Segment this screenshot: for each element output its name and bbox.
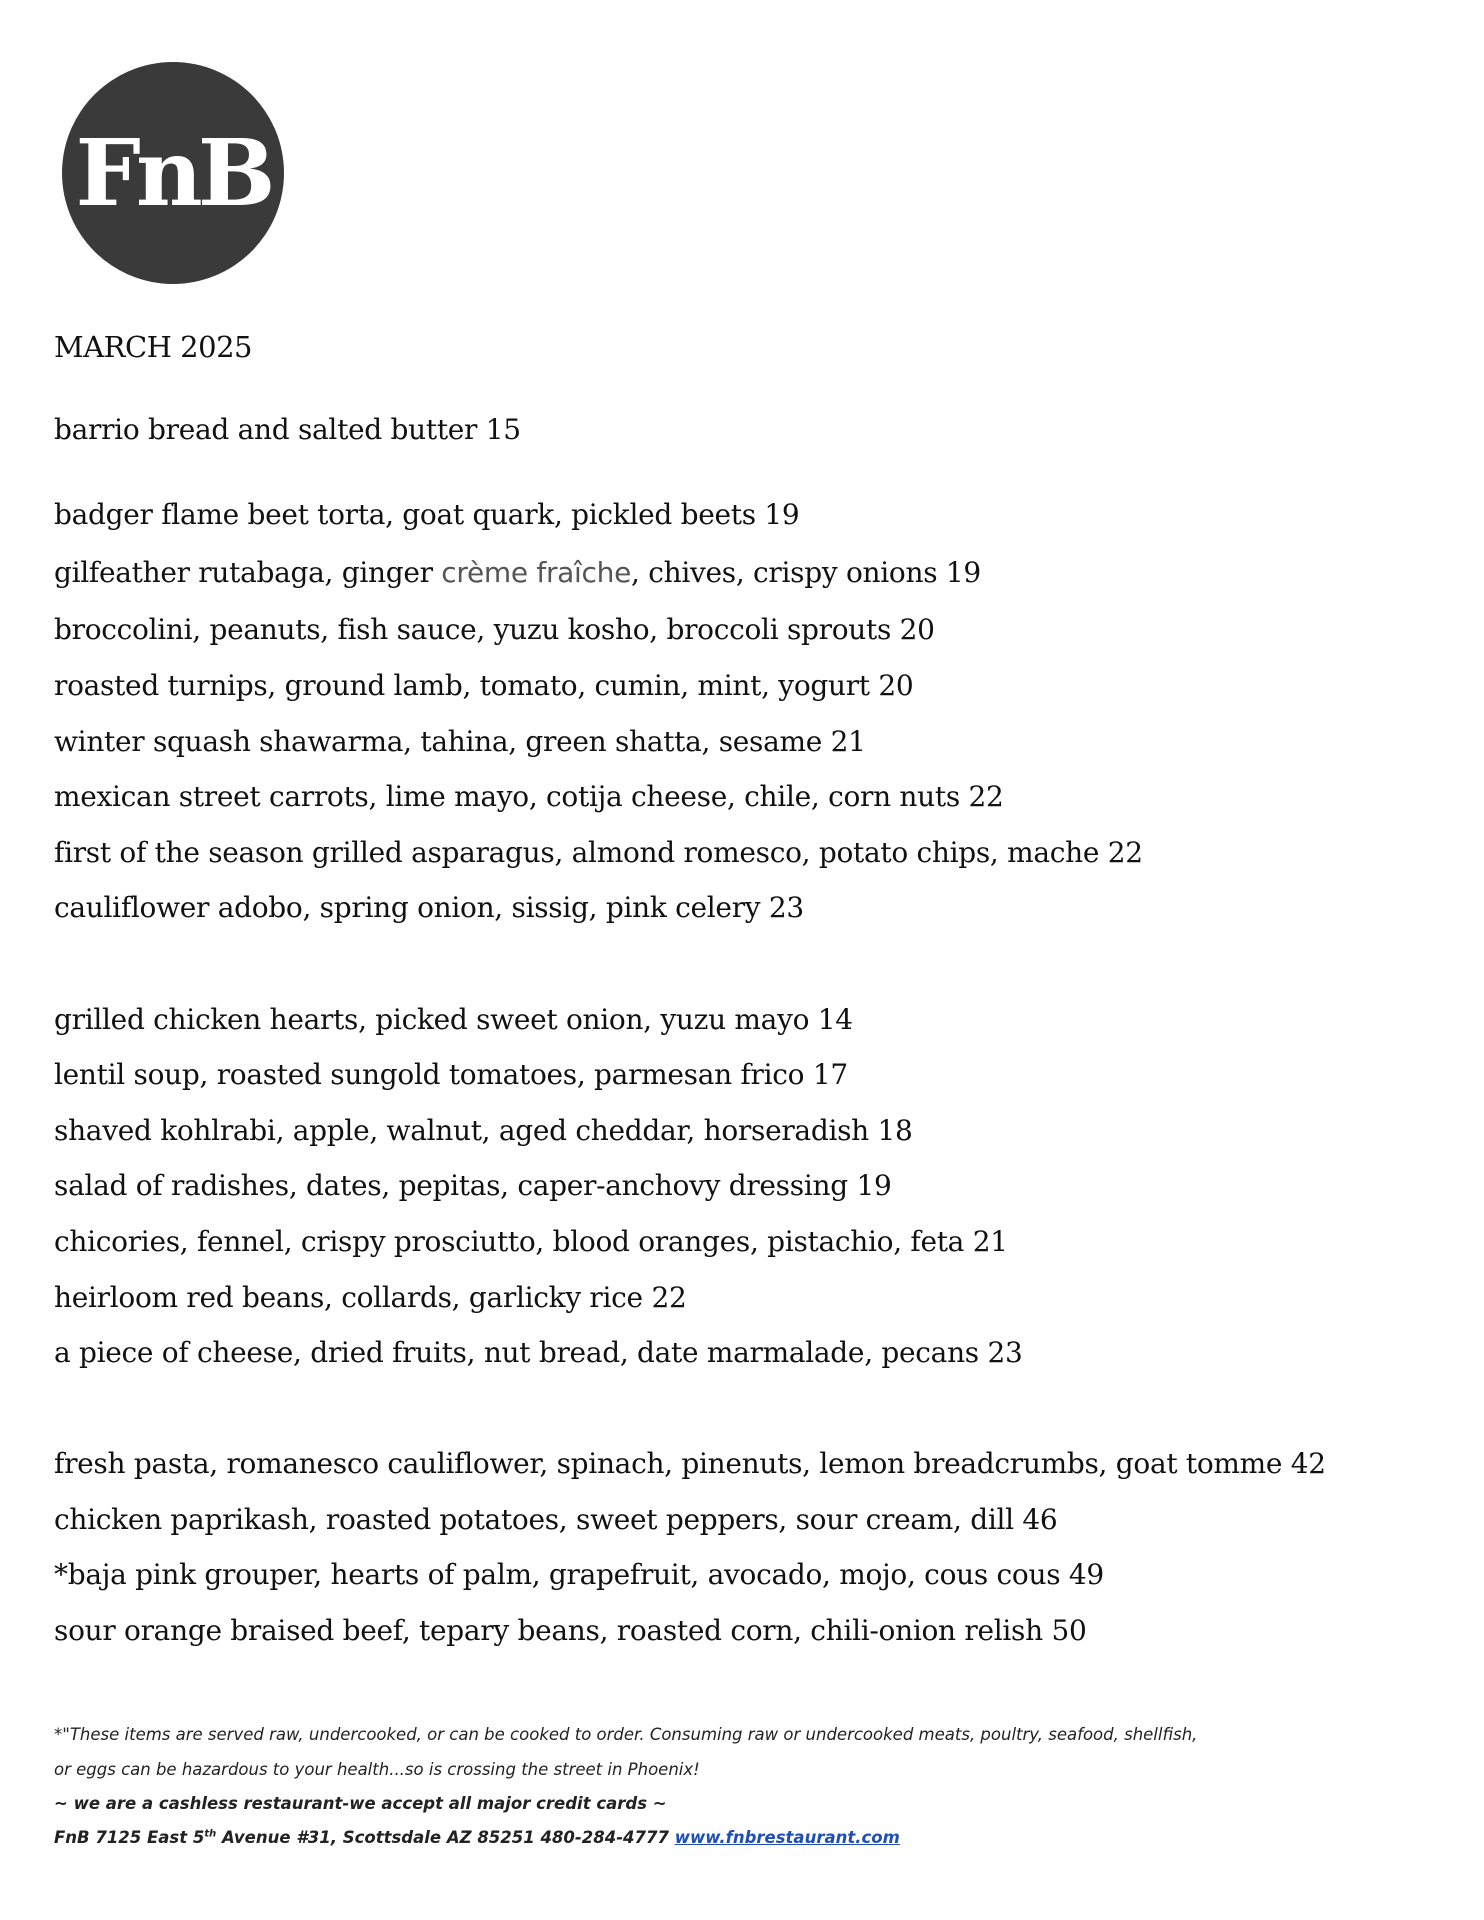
menu-item <box>54 498 799 531</box>
menu-item-name-highlight: crème fraîche <box>441 556 631 589</box>
menu-item <box>54 1169 891 1202</box>
menu-item-price: 14 <box>817 1003 853 1036</box>
menu-item-price: 15 <box>485 413 521 446</box>
fnb-logo <box>62 62 284 284</box>
menu-item <box>54 1336 1023 1369</box>
menu-item-name: badger flame beet torta, goat quark, pickled beets <box>54 498 756 531</box>
menu-item-price: 21 <box>972 1225 1008 1258</box>
menu-item-price: 49 <box>1068 1558 1104 1591</box>
menu-item-name: fresh pasta, romanesco cauliflower, spinach, pinenuts, lemon breadcrumbs, goat tomme <box>54 1447 1283 1480</box>
menu-item-price: 22 <box>968 780 1004 813</box>
menu-item-price: 19 <box>764 498 800 531</box>
menu-item <box>54 1281 686 1314</box>
menu-item <box>54 1058 848 1091</box>
address-line <box>54 1828 900 1847</box>
menu-item-price: 23 <box>987 1336 1023 1369</box>
menu-item-name: salad of radishes, dates, pepitas, caper-anchovy dressing <box>54 1169 848 1202</box>
menu-item <box>54 1225 1008 1258</box>
menu-item-price: 20 <box>878 669 914 702</box>
disclaimer-line-2: or eggs can be hazardous to your health...so is crossing the street in Phoenix! <box>54 1760 700 1779</box>
menu-item-name: chicories, fennel, crispy prosciutto, blood oranges, pistachio, feta <box>54 1225 965 1258</box>
menu-item <box>54 1447 1326 1480</box>
menu-item <box>54 413 521 446</box>
menu-item-price: 18 <box>877 1114 913 1147</box>
menu-item-price: 19 <box>945 556 981 589</box>
menu-item <box>54 1003 853 1036</box>
address-text-end: Avenue #31, Scottsdale AZ 85251 480-284-4777 <box>216 1828 675 1847</box>
menu-item-name: lentil soup, roasted sungold tomatoes, parmesan frico <box>54 1058 805 1091</box>
menu-item-price: 19 <box>856 1169 892 1202</box>
menu-item-price: 21 <box>830 725 866 758</box>
menu-item <box>54 669 913 702</box>
menu-item-name: chicken paprikash, roasted potatoes, sweet peppers, sour cream, dill <box>54 1503 1014 1536</box>
menu-item <box>54 1503 1057 1536</box>
menu-item-name: cauliflower adobo, spring onion, sissig, pink celery <box>54 891 761 924</box>
menu-item-name: roasted turnips, ground lamb, tomato, cumin, mint, yogurt <box>54 669 870 702</box>
menu-item <box>54 1614 1087 1647</box>
menu-item <box>54 613 935 646</box>
menu-item-price: 20 <box>899 613 935 646</box>
menu-item-name: a piece of cheese, dried fruits, nut bread, date marmalade, pecans <box>54 1336 979 1369</box>
menu-item <box>54 780 1004 813</box>
menu-item-name: *baja pink grouper, hearts of palm, grapefruit, avocado, mojo, cous cous <box>54 1558 1069 1591</box>
menu-item-name: mexican street carrots, lime mayo, cotija cheese, chile, corn nuts <box>54 780 960 813</box>
menu-item <box>54 1558 1104 1591</box>
menu-item-name: winter squash shawarma, tahina, green shatta, sesame <box>54 725 823 758</box>
menu-item-name-end: , chives, crispy onions <box>631 556 938 589</box>
disclaimer-line-1: *"These items are served raw, undercooked, or can be cooked to order. Consuming raw or undercooked meats, poultry, seafood, shellfish, <box>54 1725 1198 1744</box>
address-suffix: th <box>204 1828 217 1840</box>
menu-item-name: grilled chicken hearts, picked sweet onion, yuzu mayo <box>54 1003 810 1036</box>
menu-item <box>54 556 981 589</box>
menu-item-price: 22 <box>1107 836 1143 869</box>
menu-item-name: first of the season grilled asparagus, almond romesco, potato chips, mache <box>54 836 1100 869</box>
menu-item-name: barrio bread and salted butter <box>54 413 478 446</box>
menu-item-price: 50 <box>1051 1614 1087 1647</box>
menu-item-price: 23 <box>768 891 804 924</box>
menu-item <box>54 836 1143 869</box>
menu-item-name: sour orange braised beef, tepary beans, roasted corn, chili-onion relish <box>54 1614 1043 1647</box>
menu-item <box>54 725 866 758</box>
menu-item-price: 42 <box>1290 1447 1326 1480</box>
menu-item-price: 17 <box>812 1058 848 1091</box>
menu-item-name: shaved kohlrabi, apple, walnut, aged cheddar, horseradish <box>54 1114 869 1147</box>
address-text: FnB 7125 East 5 <box>54 1828 205 1847</box>
menu-item-name: broccolini, peanuts, fish sauce, yuzu kosho, broccoli sprouts <box>54 613 892 646</box>
menu-item <box>54 891 804 924</box>
menu-item-name: heirloom red beans, collards, garlicky rice <box>54 1281 652 1314</box>
menu-month: MARCH 2025 <box>54 330 252 364</box>
menu-item <box>54 1114 913 1147</box>
menu-item-price: 46 <box>1022 1503 1058 1536</box>
menu-item-price: 22 <box>651 1281 687 1314</box>
cashless-notice: ~ we are a cashless restaurant-we accept all major credit cards ~ <box>54 1794 667 1813</box>
logo-text: FnB <box>75 119 271 227</box>
menu-item-name-start: gilfeather rutabaga, ginger <box>54 556 442 589</box>
website-link[interactable]: www.fnbrestaurant.com <box>674 1828 900 1847</box>
